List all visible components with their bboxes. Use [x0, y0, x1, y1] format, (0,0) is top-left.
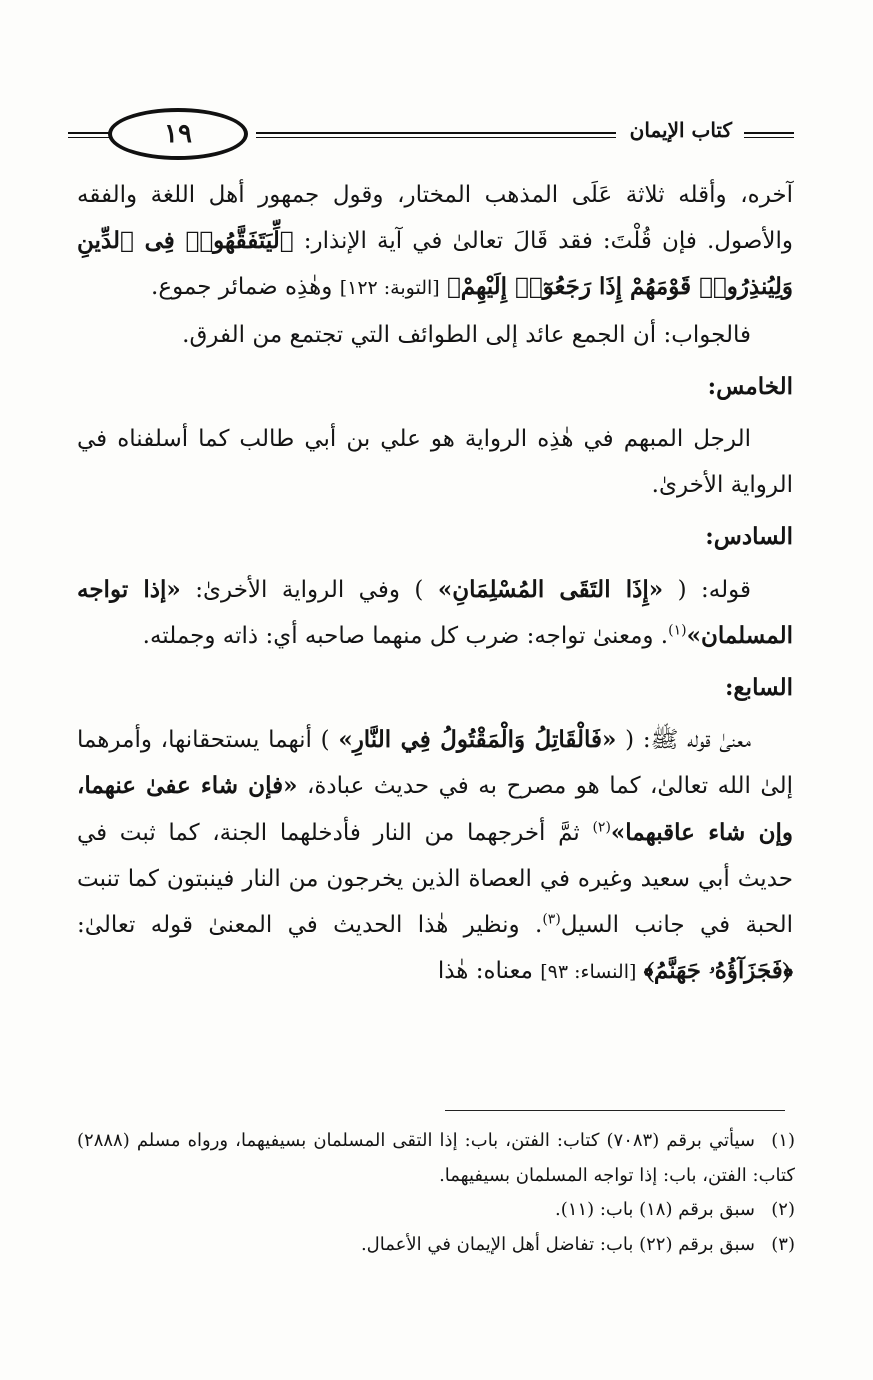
paragraph-1 [77, 172, 793, 312]
paragraph-3: الرجل المبهم في هٰذِه الرواية هو علي بن أبي طالب كما أسلفناه في الرواية الأخرىٰ. [77, 426, 793, 499]
hadith-quote: «إِذَا التَقَى المُسْلِمَانِ» [437, 575, 664, 603]
footnote-number: (٣) [771, 1233, 795, 1255]
footnote-text: سبق برقم (٢٢) باب: تفاضل أهل الإيمان في الأعمال. [360, 1233, 755, 1255]
text-run: وهٰذِه ضمائر جموع. [151, 274, 333, 301]
footnote-text: سبق برقم (١٨) باب: (١١). [555, 1199, 755, 1220]
footnote-ref[interactable]: (٢) [592, 818, 611, 835]
text-run: ثمَّ أخرجهما من النار فأدخلهما الجنة، كما ثبت في حديث أبي سعيد وغيره في العصاة الذين يخرجون من النار فينبتون كما تنبت الحبة في جانب السيل [77, 819, 793, 939]
paragraph-4 [77, 567, 793, 659]
footnote-number: (٢) [771, 1199, 795, 1220]
hadith-quote: «إذا تواجه المسلمان» [77, 575, 793, 649]
header-rule-left [68, 132, 110, 138]
text-run: ) أنهما يستحقانها، وأمرهما إلىٰ الله تعالىٰ، كما هو مصرح به في حديث عبادة، [77, 727, 794, 800]
paragraph-2: فالجواب: أن الجمع عائد إلى الطوائف التي تجتمع من الفرق. [182, 321, 751, 348]
quran-verse: ﴿لِّيَتَفَقَّهُوا۟ فِى ٱلدِّينِ وَلِيُنذِرُوا۟ قَوْمَهُمْ إِذَا رَجَعُوٓا۟ إِلَيْهِمْ﴾ [77, 227, 793, 301]
footnote-separator [445, 1110, 785, 1111]
text-run: قوله: ( [677, 576, 752, 603]
footnotes [77, 1124, 795, 1262]
hadith-quote: «فإن شاء عفىٰ عنهما، وإن شاء عاقبهما» [77, 772, 794, 846]
text-run: معناه: هٰذا [437, 958, 533, 985]
header-rule-right [744, 132, 794, 138]
running-header [68, 108, 794, 162]
text-run: . ومعنىٰ تواجه: ضرب كل منهما صاحبه أي: ذاته وجملته. [142, 622, 669, 649]
footnote-ref[interactable]: (١) [668, 622, 687, 639]
footnote-2 [77, 1193, 795, 1228]
text-run: ) وفي الرواية الأخرىٰ: [195, 576, 424, 603]
verse-citation: [النساء: ٩٣] [540, 961, 637, 984]
text-run: . ونظير هٰذا الحديث في المعنىٰ قوله تعالىٰ: [77, 912, 543, 939]
hadith-quote: «فَالْقَاتِلُ وَالْمَقْتُولُ فِي النَّارِ» [338, 726, 617, 754]
text-run: آخره، وأقله ثلاثة عَلَى المذهب المختار، وقول جمهور أهل اللغة والفقه والأصول. فإن قُلْتَ: فقد قَالَ تعالىٰ في آية الإنذار: [77, 182, 793, 255]
paragraph-5 [77, 717, 793, 995]
verse-citation: [التوبة: ١٢٢] [339, 277, 440, 300]
header-rule-middle [256, 132, 616, 138]
footnote-text: سيأتي برقم (٧٠٨٣) كتاب: الفتن، باب: إذا التقى المسلمان بسيفيهما، ورواه مسلم (٢٨٨٨) كتاب: الفتن، باب: إذا تواجه المسلمان بسيفيهما. [77, 1130, 795, 1186]
book-title: كتاب الإيمان [629, 118, 732, 142]
quran-verse: ﴿فَجَزَآؤُهُۥ جَهَنَّمُ﴾ [643, 957, 793, 985]
section-heading-7: السابع: [724, 674, 793, 702]
footnote-3 [77, 1228, 795, 1263]
footnote-1 [77, 1124, 795, 1193]
section-heading-5: الخامس: [707, 372, 793, 400]
main-text [77, 172, 793, 995]
footnote-ref[interactable]: (٣) [542, 911, 561, 928]
footnote-number: (١) [771, 1130, 795, 1151]
text-run: معنىٰ قوله ﷺ: ( [625, 727, 752, 754]
page-number: ١٩ [108, 108, 248, 160]
section-heading-6: السادس: [705, 523, 793, 551]
